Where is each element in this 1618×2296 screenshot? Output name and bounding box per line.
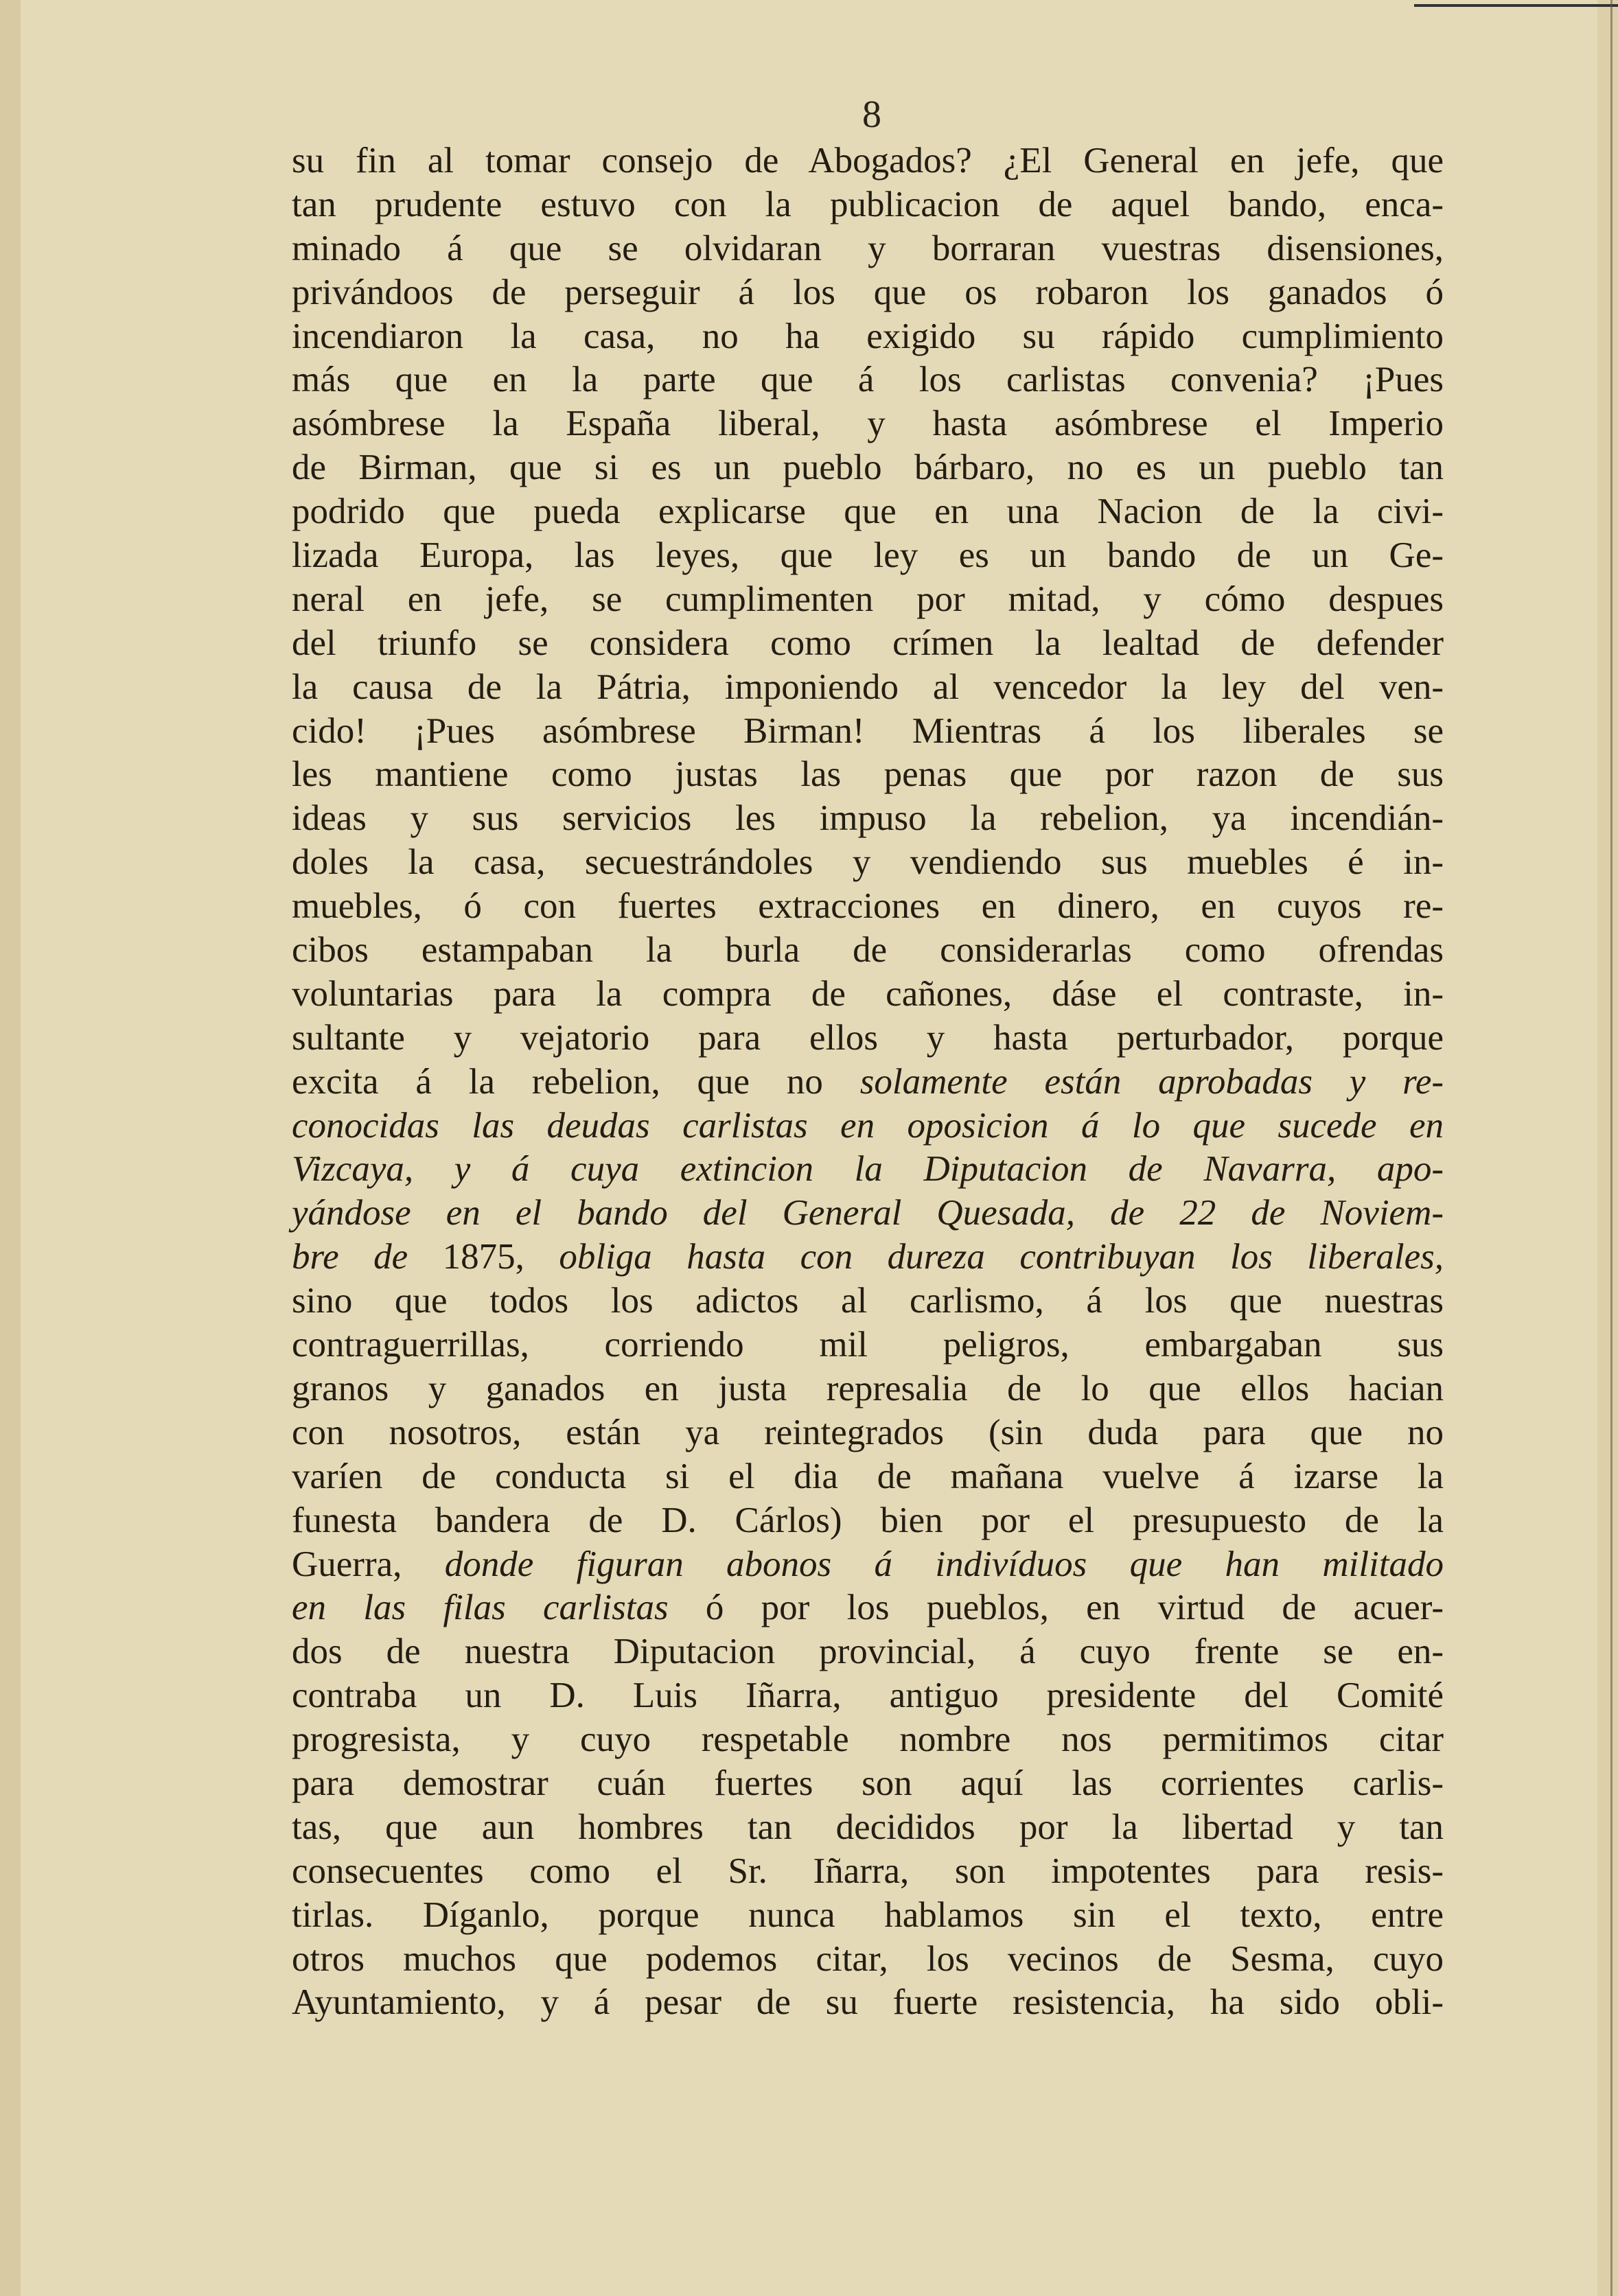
text-line [292,929,1444,973]
text-segment: incendiaron la casa, no ha exigido su rápido cumplimiento [292,316,1444,356]
text-segment: Guerra, [292,1544,445,1584]
text-line [292,1499,1444,1543]
text-segment: excita á la rebelion, que no [292,1061,860,1102]
text-segment: dos de nuestra Diputacion provincial, á cuyo frente se en- [292,1632,1444,1672]
text-line [292,885,1444,929]
text-line [292,446,1444,490]
text-segment: muebles, ó con fuertes extracciones en dinero, en cuyos re- [292,886,1444,927]
text-line [292,402,1444,446]
text-line [292,1981,1444,2025]
italic-segment: solamente están aprobadas y re- [859,1061,1444,1102]
text-line [292,753,1444,797]
italic-segment: en las filas carlistas [292,1588,669,1628]
right-border-rule [1610,0,1613,2296]
text-segment: funesta bandera de D. Cárlos) bien por el presupuesto de la [292,1500,1444,1540]
text-line [292,1411,1444,1455]
italic-segment: bre de [292,1237,443,1277]
text-line [292,271,1444,315]
text-segment: progresista, y cuyo respetable nombre nos permitimos citar [292,1719,1444,1760]
text-line [292,1455,1444,1499]
text-segment: sino que todos los adictos al carlismo, á los que nuestras [292,1281,1444,1321]
text-line [292,666,1444,710]
text-segment: ideas y sus servicios les impuso la rebelion, ya incendián- [292,798,1444,839]
italic-segment: conocidas las deudas carlistas en oposicion á lo que sucede en [292,1105,1444,1146]
text-segment: podrido que pueda explicarse que en una Nacion de la civi- [292,491,1444,532]
page-left-edge [0,0,21,2296]
text-line [292,1367,1444,1411]
text-segment: contraba un D. Luis Iñarra, antiguo presidente del Comité [292,1675,1444,1716]
text-line [292,139,1444,183]
text-line [292,578,1444,622]
text-line [292,1148,1444,1192]
text-segment: neral en jefe, se cumplimenten por mitad, y cómo despues [292,579,1444,619]
text-line [292,622,1444,666]
text-segment: doles la casa, secuestrándoles y vendiendo sus muebles é in- [292,842,1444,883]
body-text [292,139,1444,2025]
text-line [292,1718,1444,1762]
text-line [292,797,1444,841]
text-segment: varíen de conducta si el dia de mañana vuelve á izarse la [292,1456,1444,1496]
text-segment: cibos estampaban la burla de considerarlas como ofrendas [292,930,1444,971]
italic-segment: obliga hasta con dureza contribuyan los liberales, [559,1237,1444,1277]
text-line [292,183,1444,227]
text-segment: privándoos de perseguir á los que os robaron los ganados ó [292,272,1444,312]
text-segment: 1875, [442,1237,559,1277]
text-line [292,358,1444,402]
text-line [292,1630,1444,1674]
text-segment: les mantiene como justas las penas que por razon de sus [292,754,1444,795]
text-line [292,227,1444,271]
text-segment: consecuentes como el Sr. Iñarra, son impotentes para resis- [292,1851,1444,1891]
text-line [292,490,1444,534]
text-line [292,534,1444,578]
text-line [292,1323,1444,1367]
text-line [292,1674,1444,1718]
text-line [292,1279,1444,1323]
text-segment: lizada Europa, las leyes, que ley es un bando de un Ge- [292,535,1444,576]
text-line [292,1017,1444,1060]
text-line [292,1806,1444,1850]
text-segment: tan prudente estuvo con la publicacion de aquel bando, enca- [292,184,1444,224]
text-line [292,1938,1444,1982]
text-segment: para demostrar cuán fuertes son aquí las corrientes carlis- [292,1763,1444,1803]
text-line [292,1894,1444,1938]
text-segment: ó por los pueblos, en virtud de acuer- [668,1588,1444,1628]
text-segment: más que en la parte que á los carlistas convenia? ¡Pues [292,360,1444,400]
page-number: 8 [862,93,881,136]
text-line [292,1543,1444,1587]
text-segment: contraguerrillas, corriendo mil peligros, embargaban sus [292,1325,1444,1365]
page-right-edge [1597,0,1618,2296]
italic-segment: yándose en el bando del General Quesada, de 22 de Noviem- [292,1193,1444,1233]
text-segment: de Birman, que si es un pueblo bárbaro, no es un pueblo tan [292,448,1444,488]
text-line [292,973,1444,1017]
text-line [292,1104,1444,1148]
text-line [292,710,1444,754]
text-segment: minado á que se olvidaran y borraran vuestras disensiones, [292,228,1444,268]
text-segment: tas, que aun hombres tan decididos por la libertad y tan [292,1807,1444,1847]
top-border-rule [1414,4,1618,7]
text-segment: Ayuntamiento, y á pesar de su fuerte resistencia, ha sido obli- [292,1982,1444,2023]
text-line [292,1192,1444,1236]
text-segment: tirlas. Díganlo, porque nunca hablamos sin el texto, entre [292,1894,1444,1935]
text-segment: del triunfo se considera como crímen la lealtad de defender [292,623,1444,663]
text-line [292,315,1444,359]
italic-segment: Vizcaya, y á cuya extincion la Diputacion de Navarra, apo- [292,1149,1444,1190]
text-segment: otros muchos que podemos citar, los vecinos de Sesma, cuyo [292,1938,1444,1979]
text-line [292,1236,1444,1279]
text-line [292,1762,1444,1806]
text-segment: con nosotros, están ya reintegrados (sin duda para que no [292,1412,1444,1452]
text-line [292,841,1444,885]
text-segment: granos y ganados en justa represalia de lo que ellos hacian [292,1368,1444,1408]
text-segment: su fin al tomar consejo de Abogados? ¿El General en jefe, que [292,141,1444,181]
text-segment: asómbrese la España liberal, y hasta asómbrese el Imperio [292,404,1444,444]
text-segment: voluntarias para la compra de cañones, dáse el contraste, in- [292,973,1444,1014]
text-line [292,1586,1444,1630]
text-line [292,1060,1444,1104]
text-segment: sultante y vejatorio para ellos y hasta perturbador, porque [292,1017,1444,1058]
text-segment: cido! ¡Pues asómbrese Birman! Mientras á los liberales se [292,710,1444,751]
text-line [292,1850,1444,1894]
text-segment: la causa de la Pátria, imponiendo al vencedor la ley del ven- [292,666,1444,707]
italic-segment: donde figuran abonos á indivíduos que han militado [444,1544,1444,1584]
